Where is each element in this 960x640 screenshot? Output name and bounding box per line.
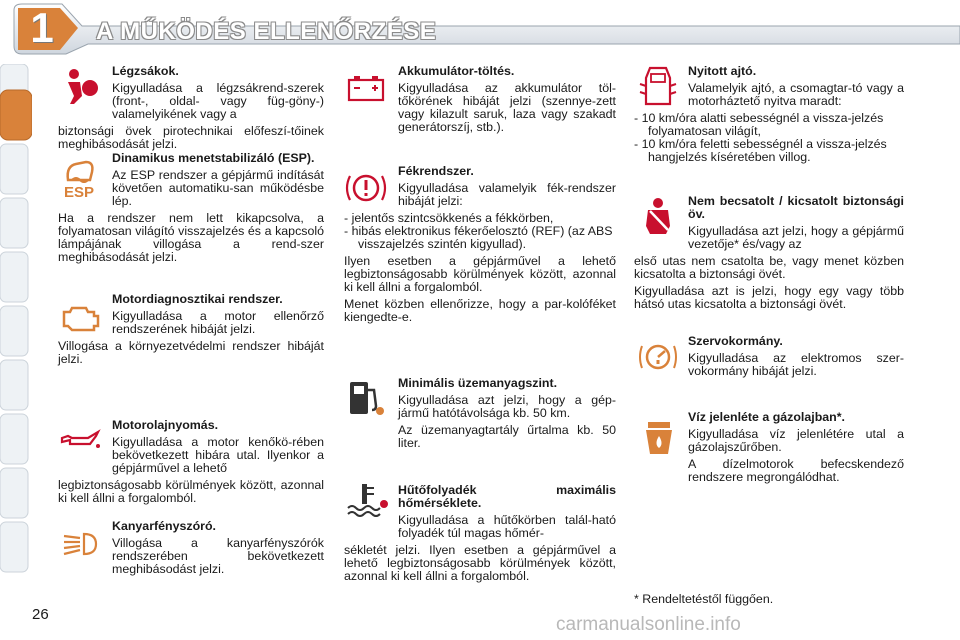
esp-body: Az ESP rendszer a gépjármű indítását követően automatiku-san működésbe lép. — [112, 168, 324, 208]
battery-body: Kigyulladása az akkumulátor töl-tőkörének hibáját jelzi (szennye-zett vagy kilazult saruk, laza vagy szakadt generátorszíj, stb.). — [398, 81, 616, 134]
section-coolant — [344, 484, 616, 587]
footnote: * Rendeltetéstől függően. — [634, 592, 774, 606]
cornering-light-title: Kanyarfényszóró. — [112, 519, 216, 533]
airbag-body-2: biztonsági övek pirotechnikai előfeszí-tőinek meghibásodását jelzi. — [58, 124, 324, 151]
brake-list-item: - hibás elektronikus fékerőelosztó (REF) (az ABS visszajelzés szintén kigyullad). — [344, 224, 613, 251]
coolant-body: Kigyulladása a hűtőkörben talál-ható folyadék túl magas hőmér- — [398, 513, 616, 540]
engine-diagnostics-title: Motordiagnosztikai rendszer. — [112, 292, 283, 306]
watermark: carmanualsonline.info — [556, 614, 741, 635]
esp-body-2: Ha a rendszer nem lett kikapcsolva, a folyamatosan világító visszajelzés és a kapcsoló lámpájának villogása a rend-szer meghibásodását jelzi. — [58, 211, 324, 264]
section-seatbelt — [634, 195, 904, 315]
brake-body: Kigyulladása valamelyik fék-rendszer hibáját jelzi: — [398, 181, 616, 208]
brake-list-item: - jelentős szintcsökkenés a fékkörben, — [344, 211, 554, 225]
water-in-diesel-body-2: A dízelmotorok befecskendező rendszere megrongálódhat. — [688, 457, 904, 484]
door-open-title: Nyitott ajtó. — [688, 64, 757, 78]
section-airbag — [58, 65, 324, 155]
door-open-list-item: - 10 km/óra alatti sebességnél a vissza-jelzés folyamatosan világít, — [634, 111, 884, 138]
esp-icon-label: ESP — [64, 184, 95, 201]
chapter-tabs[interactable] — [0, 64, 32, 584]
section-water-in-diesel — [634, 411, 904, 488]
door-open-body: Valamelyik ajtó, a csomagtar-tó vagy a motorháztető nyitva maradt: — [688, 81, 904, 108]
airbag-body: Kigyulladása a légzsákrend-szerek (front-, oldal- vagy füg-göny-) valamelyikének vagy a — [112, 81, 324, 121]
section-battery — [344, 65, 616, 138]
seatbelt-body: Kigyulladása azt jelzi, hogy a gépjármű vezetője* és/vagy az — [688, 224, 904, 251]
section-cornering-light — [58, 520, 324, 580]
page-header — [0, 0, 960, 58]
coolant-title: Hűtőfolyadék maximális hőmérséklete. — [398, 483, 616, 510]
fuel-body: Kigyulladása azt jelzi, hogy a gép-jármű hatótávolsága kb. 50 km. — [398, 393, 616, 420]
coolant-body-2: sékletét jelzi. Ilyen esetben a gépjárművel a lehető legbiztonságosabb körülmények között, azonnal ki kell állni a forgalomból. — [344, 543, 616, 583]
battery-title: Akkumulátor-töltés. — [398, 64, 515, 78]
section-esp — [58, 152, 324, 268]
oil-pressure-body: Kigyulladása a motor kenőkö-rében bekövetkezett hibára utal. Ilyenkor a gépjárművel a lehető — [112, 435, 324, 475]
chapter-number: 1 — [30, 4, 54, 51]
section-brake — [344, 165, 616, 328]
water-in-diesel-title: Víz jelenléte a gázolajban*. — [688, 410, 846, 424]
oil-pressure-title: Motorolajnyomás. — [112, 418, 219, 432]
section-door-open — [634, 65, 904, 168]
brake-body-3: Menet közben ellenőrizze, hogy a par-kolóféket kiengedte-e. — [344, 297, 616, 324]
section-oil-pressure — [58, 419, 324, 509]
seatbelt-body-3: Kigyulladása azt is jelzi, hogy egy vagy több hátsó utas kicsatolta a biztonsági övét. — [634, 284, 904, 311]
section-engine-diagnostics — [58, 293, 324, 370]
brake-body-2: Ilyen esetben a gépjárművel a lehető legbiztonságosabb körülmények között, azonnal ki kell állni a forgalomból. — [344, 254, 616, 294]
power-steering-title: Szervokormány. — [688, 334, 783, 348]
seatbelt-body-2: első utas nem csatolta be, vagy menet közben kicsatolta a biztonsági övét. — [634, 254, 904, 281]
oil-pressure-body-2: legbiztonságosabb körülmények között, azonnal ki kell állni a forgalomból. — [58, 478, 324, 505]
brake-title: Fékrendszer. — [398, 164, 474, 178]
engine-diagnostics-body: Kigyulladása a motor ellenőrző rendszerének hibáját jelzi. — [112, 309, 324, 336]
airbag-title: Légzsákok. — [112, 64, 179, 78]
engine-diagnostics-body-2: Villogása a környezetvédelmi rendszer hibáját jelzi. — [58, 339, 324, 366]
section-fuel — [344, 377, 616, 454]
page-title: A MŰKÖDÉS ELLENŐRZÉSE — [96, 18, 437, 45]
door-open-list-item: - 10 km/óra feletti sebességnél a vissza-jelzés hangjelzés kíséretében villog. — [634, 137, 887, 164]
fuel-title: Minimális üzemanyagszint. — [398, 376, 558, 390]
section-power-steering — [634, 335, 904, 382]
page-number: 26 — [32, 606, 49, 623]
cornering-light-body: Villogása a kanyarfényszórók rendszerében bekövetkezett meghibásodást jelzi. — [112, 536, 324, 576]
seatbelt-title: Nem becsatolt / kicsatolt biztonsági öv. — [688, 194, 904, 221]
power-steering-body: Kigyulladása az elektromos szer-vokormány hibáját jelzi. — [688, 351, 904, 378]
fuel-body-2: Az üzemanyagtartály űrtalma kb. 50 liter. — [398, 423, 616, 450]
door-open-list — [634, 112, 904, 164]
water-in-diesel-body: Kigyulladása víz jelenlétére utal a gázolajszűrőben. — [688, 427, 904, 454]
esp-title: Dinamikus menetstabilizáló (ESP). — [112, 151, 315, 165]
brake-list — [344, 212, 616, 251]
